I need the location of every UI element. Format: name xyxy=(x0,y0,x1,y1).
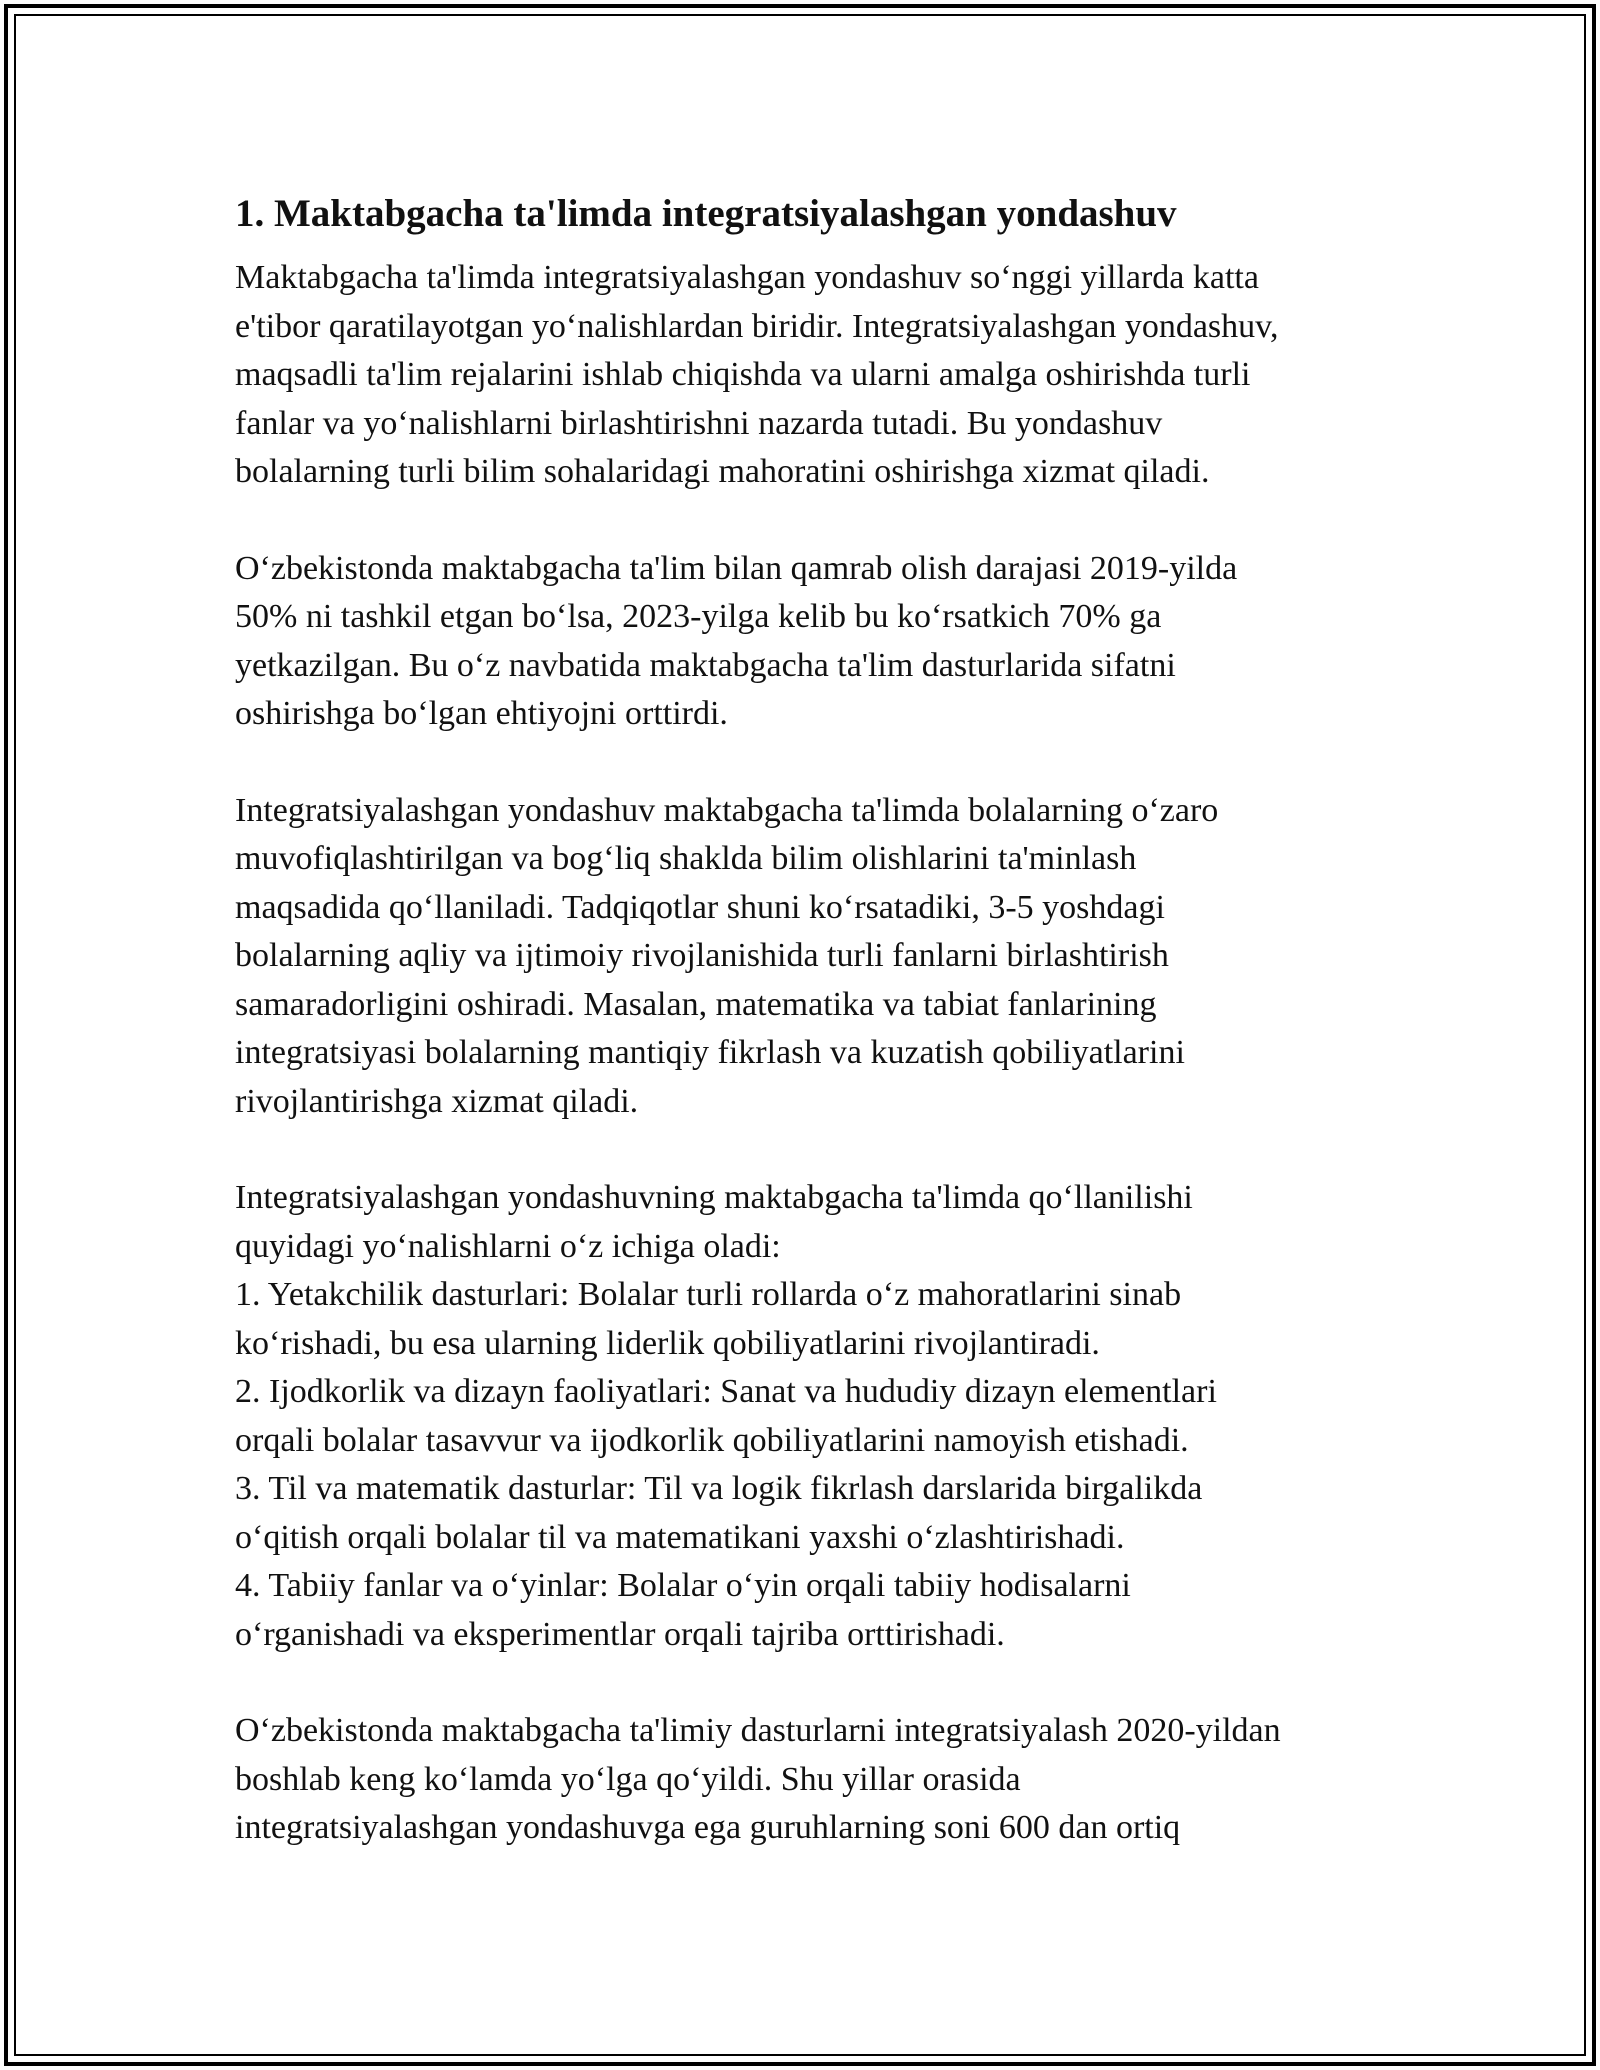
text-line: Integratsiyalashgan yondashuvning maktabgacha ta'limda qo‘llanilishi xyxy=(235,1179,1193,1216)
list-item-line: ko‘rishadi, bu esa ularning liderlik qobiliyatlarini rivojlantiradi. xyxy=(235,1324,1100,1362)
list-item-line: 4. Tabiiy fanlar va o‘yinlar: Bolalar o‘yin orqali tabiiy hodisalarni xyxy=(235,1567,1131,1604)
text-line: e'tibor qaratilayotgan yo‘nalishlardan biridir. Integratsiyalashgan yondashuv, xyxy=(235,307,1279,345)
text-line: Maktabgacha ta'limda integratsiyalashgan yondashuv so‘nggi yillarda katta xyxy=(235,259,1259,296)
paragraph-purpose xyxy=(235,787,1395,1127)
paragraph-coverage-statistics xyxy=(235,545,1395,739)
text-line: integratsiyasi bolalarning mantiqiy fikrlash va kuzatish qobiliyatlarini xyxy=(235,1034,1185,1071)
list-item-line: o‘rganishadi va eksperimentlar orqali tajriba orttirishadi. xyxy=(235,1615,1005,1653)
list-item-line: 3. Til va matematik dasturlar: Til va logik fikrlash darslarida birgalikda xyxy=(235,1470,1203,1507)
text-line: Integratsiyalashgan yondashuv maktabgacha ta'limda bolalarning o‘zaro xyxy=(235,791,1219,829)
paragraph-intro xyxy=(235,254,1395,497)
text-line: yetkazilgan. Bu o‘z navbatida maktabgacha ta'lim dasturlarida sifatni xyxy=(235,646,1176,684)
document-page xyxy=(235,190,1395,1901)
text-line: bolalarning turli bilim sohalaridagi mahoratini oshirishga xizmat qiladi. xyxy=(235,453,1210,490)
text-line: maqsadida qo‘llaniladi. Tadqiqotlar shuni ko‘rsatadiki, 3-5 yoshdagi xyxy=(235,888,1165,926)
list-item-line: o‘qitish orqali bolalar til va matematikani yaxshi o‘zlashtirishadi. xyxy=(235,1518,1125,1556)
text-line: rivojlantirishga xizmat qiladi. xyxy=(235,1082,639,1120)
text-line: oshirishga bo‘lgan ehtiyojni orttirdi. xyxy=(235,695,728,732)
text-line: quyidagi yo‘nalishlarni o‘z ichiga oladi: xyxy=(235,1227,781,1265)
text-line: O‘zbekistonda maktabgacha ta'lim bilan qamrab olish darajasi 2019-yilda xyxy=(235,549,1238,587)
list-item-line: 1. Yetakchilik dasturlari: Bolalar turli rollarda o‘z mahoratlarini sinab xyxy=(235,1276,1182,1313)
list-item-line: 2. Ijodkorlik va dizayn faoliyatlari: Sanat va hududiy dizayn elementlari xyxy=(235,1373,1217,1410)
text-line: maqsadli ta'lim rejalarini ishlab chiqishda va ularni amalga oshirishda turli xyxy=(235,356,1251,393)
text-line: muvofiqlashtirilgan va bog‘liq shakldа bilim olishlarini ta'minlash xyxy=(235,840,1137,877)
section-heading: 1. Maktabgacha ta'limda integratsiyalashgan yondashuv xyxy=(235,192,1177,235)
text-line: O‘zbekistonda maktabgacha ta'limiy dasturlarni integratsiyalash 2020-yildan xyxy=(235,1712,1281,1749)
text-line: integratsiyalashgan yondashuvga ega guruhlarning soni 600 dan ortiq xyxy=(235,1809,1181,1846)
list-item-line: orqali bolalar tasavvur va ijodkorlik qobiliyatlarini namoyish etishadi. xyxy=(235,1421,1189,1459)
paragraph-implementation xyxy=(235,1707,1395,1853)
text-line: bolalarning aqliy va ijtimoiy rivojlanishida turli fanlarni birlashtirish xyxy=(235,937,1169,974)
text-line: samaradorligini oshiradi. Masalan, matematika va tabiat fanlarining xyxy=(235,985,1157,1023)
paragraph-directions-list xyxy=(235,1174,1395,1659)
text-line: boshlab keng ko‘lamda yo‘lga qo‘yildi. Shu yillar orasida xyxy=(235,1760,1021,1798)
text-line: fanlar va yo‘nalishlarni birlashtirishni nazarda tutadi. Bu yondashuv xyxy=(235,404,1163,442)
text-line: 50% ni tashkil etgan bo‘lsa, 2023-yilga kelib bu ko‘rsatkich 70% ga xyxy=(235,598,1162,635)
